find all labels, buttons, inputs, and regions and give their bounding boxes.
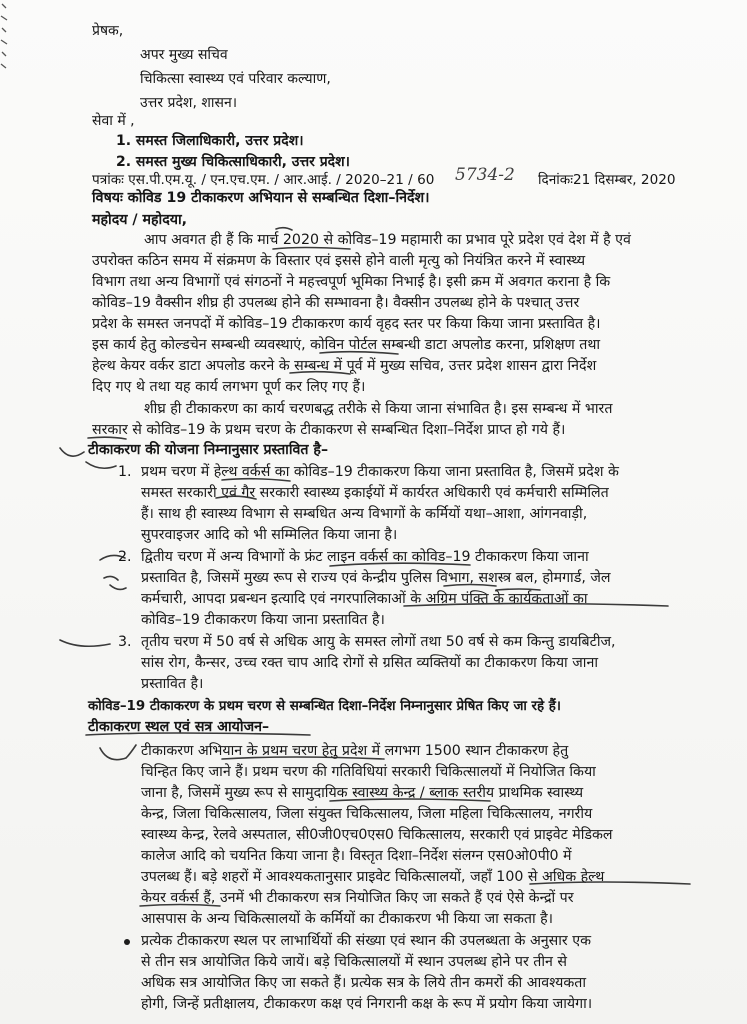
bullet-1-line-9: आसपास के अन्य चिकित्सालयों के कर्मियों का टीकाकरण भी किया जा सकता है।	[141, 911, 554, 927]
intro-line-4: कोविड–19 वैक्सीन शीघ्र ही उपलब्ध होने की सम्भावना है। वैक्सीन उपलब्ध होने के पश्चात् उत्तर	[92, 295, 580, 311]
scan-edge-mark	[0, 0, 22, 100]
intro-line-6: इस कार्य हेतु कोल्डचेन सम्बन्धी व्यवस्थाएं, कोविन पोर्टल सम्बन्धी डाटा अपलोड करना, प्रशिक्षण तथा	[92, 337, 601, 353]
para2-line-1: शीघ्र ही टीकाकरण का कार्य चरणबद्ध तरीके से किया जाना संभावित है। इस सम्बन्ध में भारत	[144, 401, 613, 417]
intro-line-7: हेल्थ केयर वर्कर डाटा अपलोड करने के सम्बन्ध में पूर्व में मुख्य सचिव, उत्तर प्रदेश शासन द्वारा निर्देश	[92, 358, 597, 374]
guidelines-heading: कोविड–19 टीकाकरण के प्रथम चरण से सम्बन्धित दिशा–निर्देश निम्नानुसार प्रेषित किए जा रहे हैं।	[88, 699, 561, 714]
bullet-1-line-3: जाना है, जिसमें मुख्य रूप से सामुदायिक स्वास्थ्य केन्द्र / ब्लाक स्तरीय प्राथमिक स्वास्थ्य	[141, 785, 584, 801]
bullet-1-line-8: केयर वर्कर्स हैं, उनमें भी टीकाकरण सत्र नियोजित किए जा सकते हैं एवं ऐसे केन्द्रों पर	[141, 890, 574, 906]
to-line-1: 1. समस्त जिलाधिकारी, उत्तर प्रदेश।	[116, 133, 304, 149]
phase-1-line-3: हैं। साथ ही स्वास्थ्य विभाग से सम्बधित अन्य विभागों के कर्मियों यथा–आशा, आंगनवाड़ी,	[141, 506, 588, 522]
from-label: प्रेषक,	[92, 23, 124, 39]
bullet-2-line-4: होगी, जिन्हें प्रतीक्षालय, टीकाकरण कक्ष एवं निगरानी कक्ष के रूप में प्रयोग किया जायेगा।	[141, 996, 593, 1012]
phase-2-line-2: प्रस्तावित है, जिसमें मुख्य रूप से राज्य एवं केन्द्रीय पुलिस विभाग, सशस्त्र बल, होमगार्ड, जेल	[141, 570, 611, 586]
bullet-2-dot	[124, 939, 130, 945]
para2-line-2: सरकार से कोविड–19 के प्रथम चरण के टीकाकरण से सम्बन्धित दिशा–निर्देश प्राप्त हो गये हैं।	[92, 422, 566, 438]
phase-1-line-1: प्रथम चरण में हेल्थ वर्कर्स का कोविड–19 टीकाकरण किया जाना प्रस्तावित है, जिसमें प्रदेश के	[141, 464, 619, 480]
site-heading: टीकाकरण स्थल एवं सत्र आयोजन–	[88, 719, 270, 735]
phase-3-line-2: सांस रोग, कैन्सर, उच्च रक्त चाप आदि रोगों से ग्रसित व्यक्तियों का टीकाकरण किया जाना	[141, 655, 598, 671]
letter-date: दिनांकः21 दिसम्बर, 2020	[538, 172, 676, 188]
bullet-1-line-2: चिन्हित किए जाने हैं। प्रथम चरण की गतिविधियां सरकारी चिकित्सालयों में नियोजित किया	[141, 764, 596, 780]
phase-1-number: 1.	[118, 464, 132, 480]
to-label: सेवा में ,	[92, 113, 135, 129]
from-line-1: अपर मुख्य सचिव	[140, 47, 228, 63]
phase-2-line-1: द्वितीय चरण में अन्य विभागों के फ्रंट लाइन वर्कर्स का कोविड–19 टीकाकरण किया जाना	[141, 549, 589, 565]
to-line-2: 2. समस्त मुख्य चिकित्साधिकारी, उत्तर प्रदेश।	[116, 154, 350, 170]
phase-3-number: 3.	[118, 634, 132, 650]
phase-2-number: 2.	[118, 549, 132, 565]
patrank: पत्रांकः एस.पी.एम.यू. / एन.एच.एम. / आर.आई. / 2020–21 / 60	[92, 172, 435, 188]
salutation: महोदय / महोदया,	[92, 212, 188, 228]
phase-1-line-2: समस्त सरकारी एवं गैर सरकारी स्वास्थ्य इकाईयों में कार्यरत अधिकारी एवं कर्मचारी सम्मिलित	[141, 485, 609, 501]
bullet-1-line-6: कालेज आदि को चयनित किया जाना है। विस्तृत दिशा–निर्देश संलग्न एस0ओ0पी0 में	[141, 848, 572, 864]
bullet-2-line-1: प्रत्येक टीकाकरण स्थल पर लाभार्थियों की संख्या एवं स्थान की उपलब्धता के अनुसार एक	[141, 933, 591, 949]
phase-3-line-3: प्रस्तावित है।	[141, 676, 204, 692]
bullet-1-line-5: स्वास्थ्य केन्द्र, रेलवे अस्पताल, सी0जी0एच0एस0 चिकित्सालय, सरकारी एवं प्राइवेट मेडिकल	[141, 827, 613, 843]
bullet-1-line-1: टीकाकरण अभियान के प्रथम चरण हेतु प्रदेश में लगभग 1500 स्थान टीकाकरण हेतु	[141, 743, 569, 759]
intro-line-8: दिए गए थे तथा यह कार्य लगभग पूर्ण कर लिए गए हैं।	[92, 379, 366, 395]
from-line-2: चिकित्सा स्वास्थ्य एवं परिवार कल्याण,	[140, 71, 331, 87]
phase-2-line-3: कर्मचारी, आपदा प्रबन्धन इत्यादि एवं नगरपालिकाओं के अग्रिम पंक्ति के कार्यकताओं का	[141, 591, 588, 607]
phase-1-line-4: सुपरवाइजर आदि को भी सम्मिलित किया जाना है।	[141, 527, 398, 543]
bullet-2-line-2: से तीन सत्र आयोजित किये जायें। बड़े चिकित्सालयों में स्थान उपलब्ध होने पर तीन से	[141, 954, 568, 970]
bullet-1-line-4: केन्द्र, जिला चिकित्सालय, जिला संयुक्त चिकित्सालय, जिला महिला चिकित्सालय, नगरीय	[141, 806, 593, 822]
intro-line-2: उपरोक्त कठिन समय में संक्रमण के विस्तार एवं इससे होने वाली मृत्यु को नियंत्रित करने में स्वास्थ्य	[92, 253, 586, 269]
intro-line-3: विभाग तथा अन्य विभागों एवं संगठनों ने महत्त्वपूर्ण भूमिका निभाई है। इसी क्रम में अवगत कराना है कि	[92, 274, 611, 290]
subject-line: विषयः कोविड 19 टीकाकरण अभियान से सम्बन्धित दिशा–निर्देश।	[92, 190, 430, 206]
phase-3-line-1: तृतीय चरण में 50 वर्ष से अधिक आयु के समस्त लोगों तथा 50 वर्ष से कम किन्तु डायबिटीज,	[141, 634, 616, 650]
phase-2-line-4: कोविड–19 टीकाकरण किया जाना प्रस्तावित है।	[141, 612, 385, 628]
handwritten-number: 5734-2	[455, 165, 515, 185]
bullet-1-line-7: उपलब्ध हैं। बड़े शहरों में आवश्यकतानुसार प्राइवेट चिकित्सालयों, जहाँ 100 से अधिक हेल्थ	[141, 869, 605, 885]
from-line-3: उत्तर प्रदेश, शासन।	[140, 95, 238, 111]
plan-heading: टीकाकरण की योजना निम्नानुसार प्रस्तावित है–	[88, 442, 329, 458]
bullet-2-line-3: अधिक सत्र आयोजित किए जा सकते हैं। प्रत्येक सत्र के लिये तीन कमरों की आवश्यकता	[141, 975, 587, 991]
intro-line-5: प्रदेश के समस्त जनपदों में कोविड–19 टीकाकरण कार्य वृहद स्तर पर किया किया जाना प्रस्तावित है।	[92, 316, 601, 332]
intro-line-1: आप अवगत ही हैं कि मार्च 2020 से कोविड–19 महामारी का प्रभाव पूरे प्रदेश एवं देश में है एवं	[144, 232, 631, 248]
